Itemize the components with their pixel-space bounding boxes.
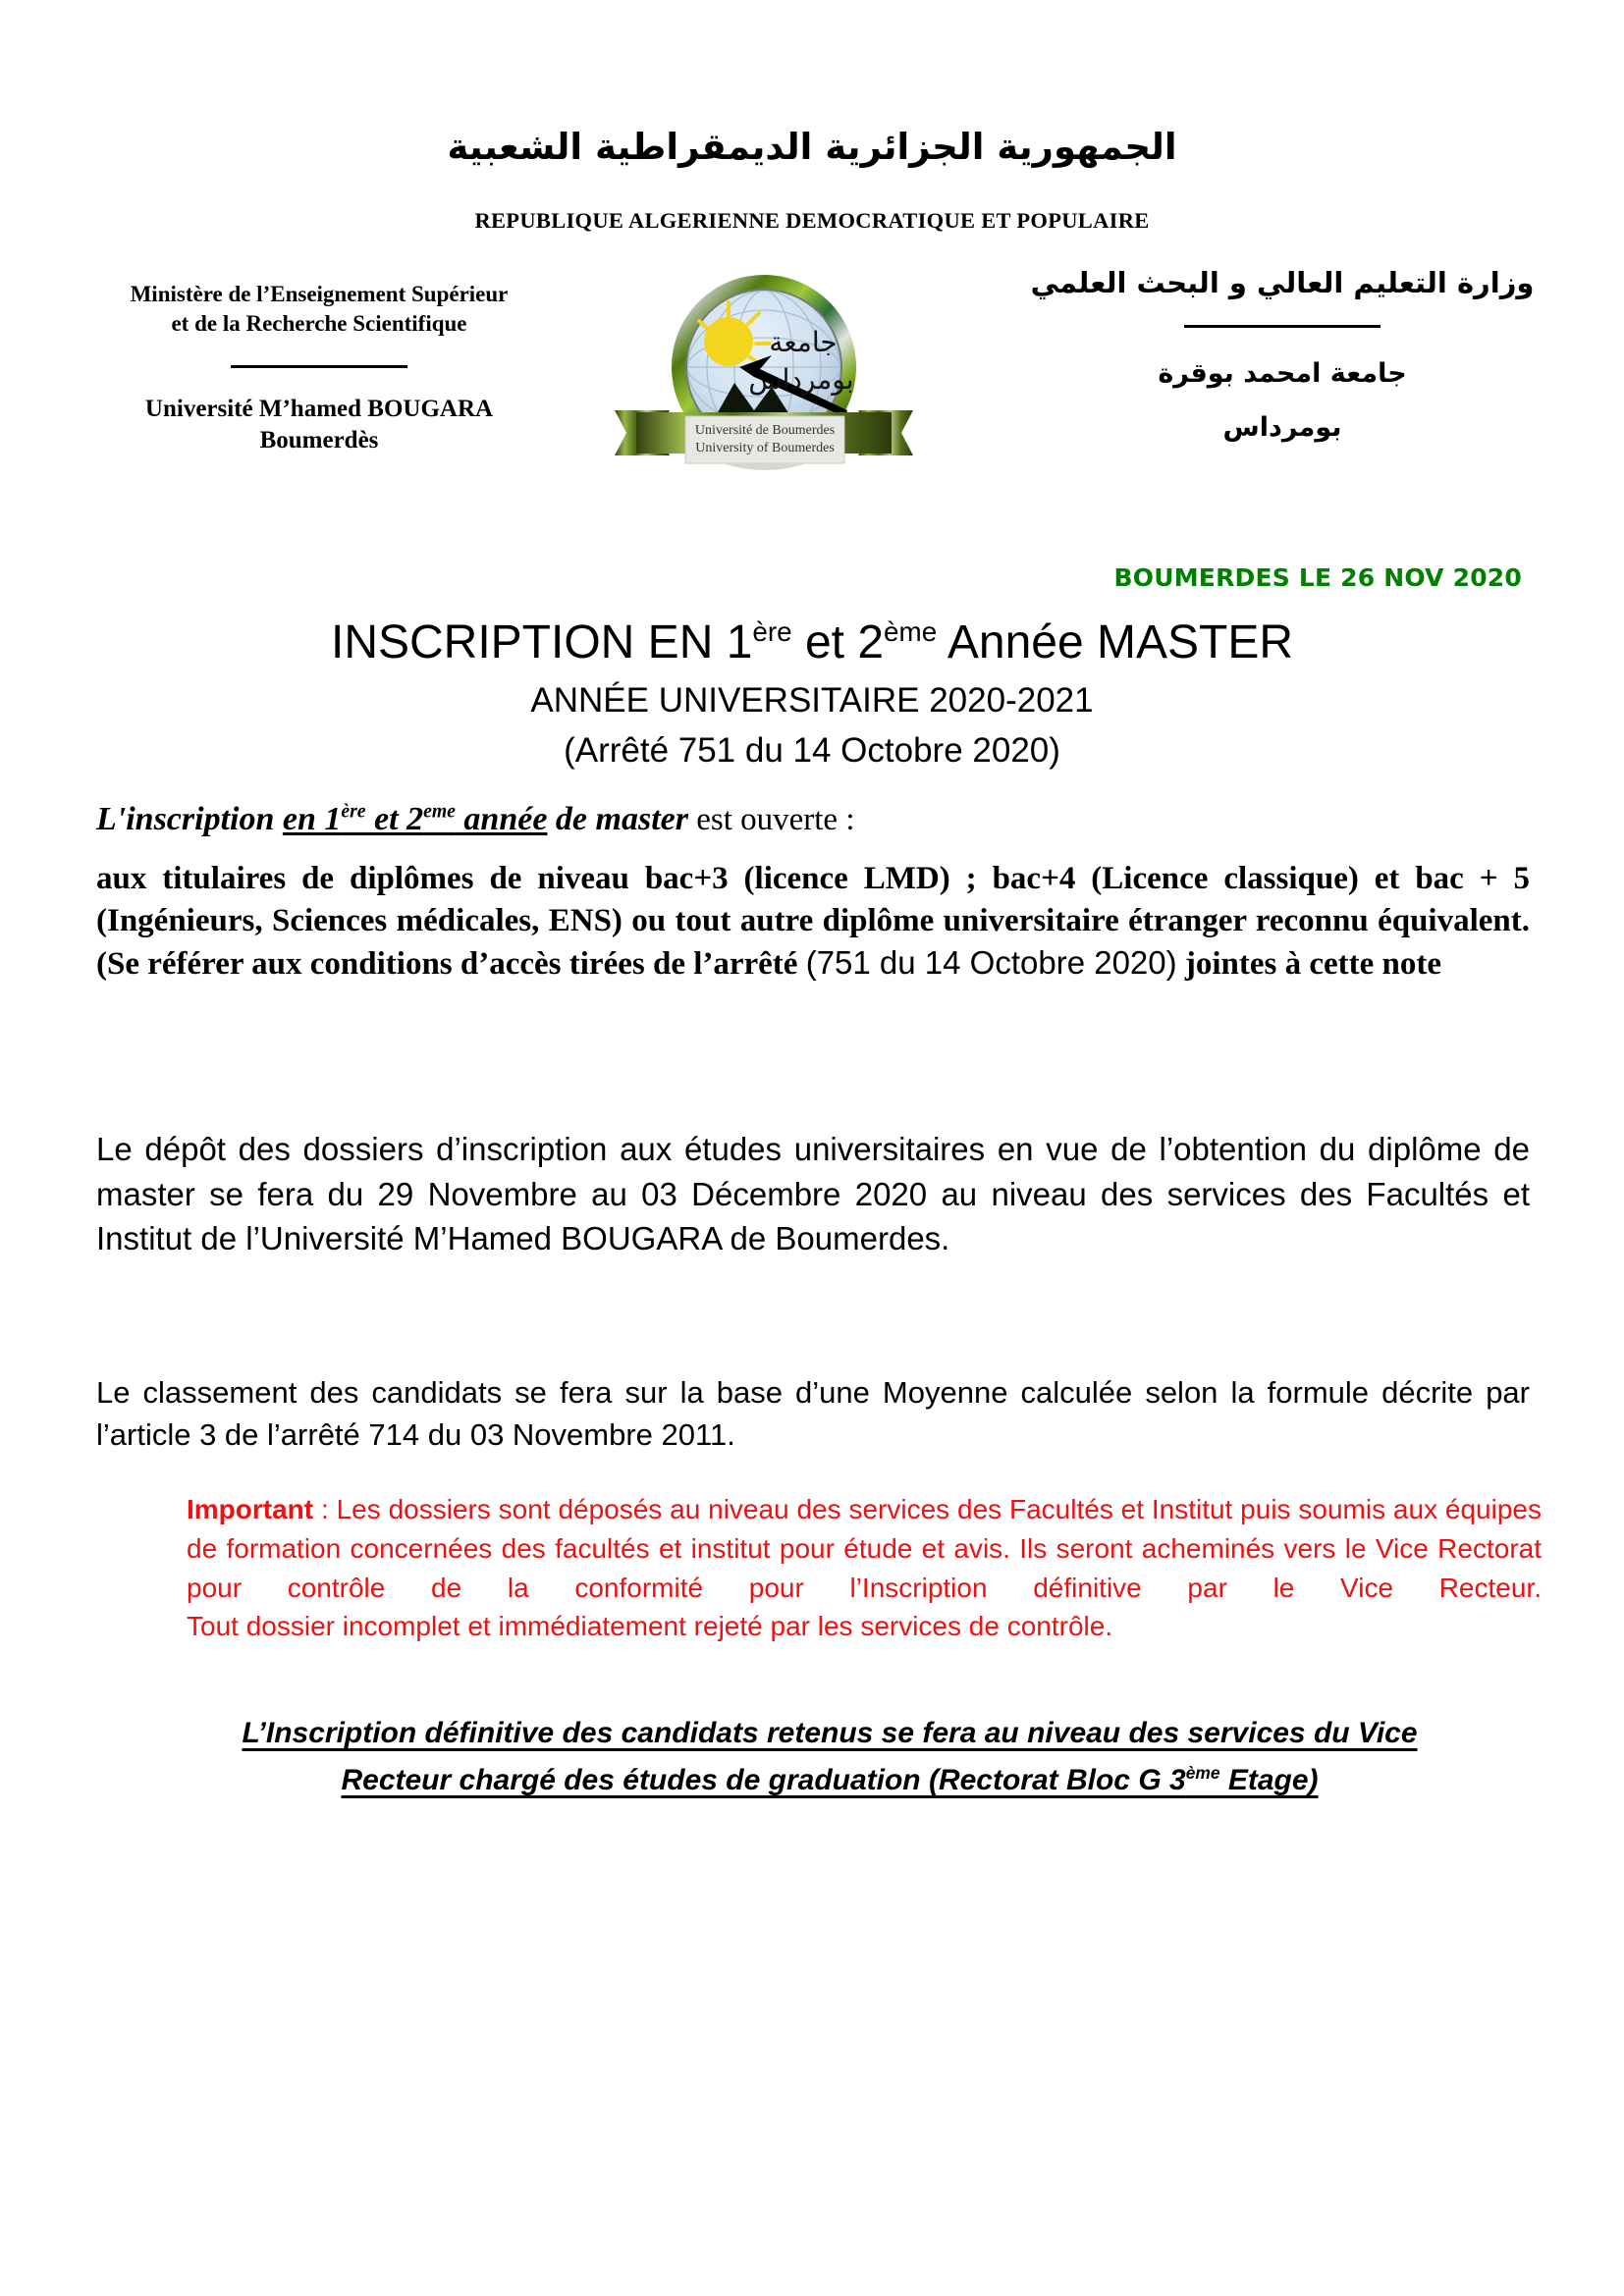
conditions-text-a: aux titulaires de diplômes de niveau bac+3 (licence LMD) ; bac+4 (Licence classique) et bac + 5 (Ingénieurs, Sciences médicales, ENS) ou tout autre diplôme universitaire étranger reconnu équivalent. (Se référer aux conditions d’accès tirées de l’arrêté [96, 861, 1530, 982]
final-notice [147, 1710, 1512, 1804]
final-notice-line-2 [147, 1757, 1512, 1804]
intro-lead-u-a: en 1 [282, 801, 342, 837]
important-last-line: Tout dossier incomplet et immédiatement rejeté par les services de contrôle. [187, 1611, 1113, 1642]
intro-lead [96, 801, 688, 837]
intro-lead-b: de master [547, 801, 688, 837]
logo-banner-line-1: Université de Boumerdes [694, 423, 836, 438]
intro-lead-sup-1: ère [341, 800, 366, 823]
title-part-3: Année MASTER [937, 616, 1294, 668]
university-line-1: Université M’hamed BOUGARA [144, 395, 494, 422]
title-part-1: INSCRIPTION EN 1 [330, 616, 753, 668]
ministry-line-arabic: وزارة التعليم العالي و البحث العلمي [1030, 266, 1535, 299]
divider-rule-left [231, 365, 407, 368]
city-line-arabic: بومرداس [1222, 412, 1342, 444]
logo-banner-line-2: University of Boumerdes [695, 441, 835, 455]
final-line-1-text: L’Inscription définitive des candidats retenus se fera au niveau des services du Vice [242, 1717, 1418, 1749]
conditions-text-b: jointes à cette note [1176, 945, 1442, 982]
title-subtitle-year: ANNÉE UNIVERSITAIRE 2020-2021 [530, 681, 1094, 720]
final-line-2-b: Etage) [1219, 1764, 1319, 1796]
deposit-paragraph: Le dépôt des dossiers d’inscription aux études universitaires en vue de l’obtention du diplôme de master se fera du 29 Novembre au 03 Décembre 2020 au niveau des services des Facultés et Institut de l’Université M’Hamed BOUGARA de Boumerdes. [96, 1131, 1530, 1257]
ministry-block-arabic [1007, 263, 1557, 449]
university-line-arabic: جامعة امحمد بوقرة [1158, 357, 1407, 389]
final-notice-line-1 [147, 1710, 1512, 1757]
issue-date: BOUMERDES LE 26 NOV 2020 [1113, 563, 1522, 592]
ministry-line-1: Ministère de l’Enseignement Supérieur [130, 282, 509, 306]
important-separator: : [313, 1494, 337, 1524]
important-body [187, 1490, 1542, 1607]
final-line-2-text [341, 1764, 1318, 1796]
important-label: Important [187, 1494, 314, 1524]
intro-lead-u-b: et 2 [365, 801, 424, 837]
ranking-paragraph: Le classement des candidats se fera sur la base d’une Moyenne calculée selon la formule décrite par l’article 3 de l’arrêté 714 du 03 Novembre 2011. [96, 1375, 1530, 1452]
republic-title-arabic: الجمهورية الجزائرية الديمقراطية الشعبية [447, 126, 1177, 168]
intro-lead-sup-2: eme [423, 800, 456, 823]
final-line-2-sup: ème [1185, 1763, 1220, 1783]
conditions-decree-ref: (751 du 14 Octobre 2020) [805, 943, 1177, 981]
final-line-2-a: Recteur chargé des études de graduation (Rectorat Bloc G 3 [341, 1764, 1186, 1796]
ministry-block-french [69, 280, 569, 457]
logo-arabic-line-2: بومرداس [748, 363, 854, 396]
title-sup-1: ère [752, 616, 792, 647]
university-logo [607, 273, 921, 501]
important-text: Les dossiers sont déposés au niveau des services des Facultés et Institut puis soumis aux équipes de formation concernées des facultés et institut pour étude et avis. Ils seront acheminés vers le Vice Rectorat pour contrôle de la conformité pour l’Inscription définitive par le Vice Recteur. [187, 1494, 1542, 1603]
title-subtitle-decree: (Arrêté 751 du 14 Octobre 2020) [564, 731, 1060, 770]
intro-lead-a: L'inscription [96, 801, 283, 837]
intro-lead-u-c: année [455, 801, 548, 837]
title-part-2: et 2 [791, 616, 885, 668]
intro-rest: est ouverte : [687, 802, 855, 837]
ministry-line-2: et de la Recherche Scientifique [171, 311, 467, 337]
conditions-paragraph [96, 858, 1530, 986]
university-line-2: Boumerdès [259, 427, 379, 454]
important-notice [187, 1490, 1542, 1646]
intro-paragraph [96, 800, 1530, 837]
title-sup-2: ème [884, 616, 938, 647]
intro-lead-underlined [283, 801, 548, 837]
logo-arabic-line-1: جامعة [769, 326, 838, 358]
divider-rule-right [1184, 325, 1380, 328]
republic-title-french: REPUBLIQUE ALGERIENNE DEMOCRATIQUE ET POPULAIRE [474, 208, 1150, 233]
page-title [0, 618, 1624, 667]
